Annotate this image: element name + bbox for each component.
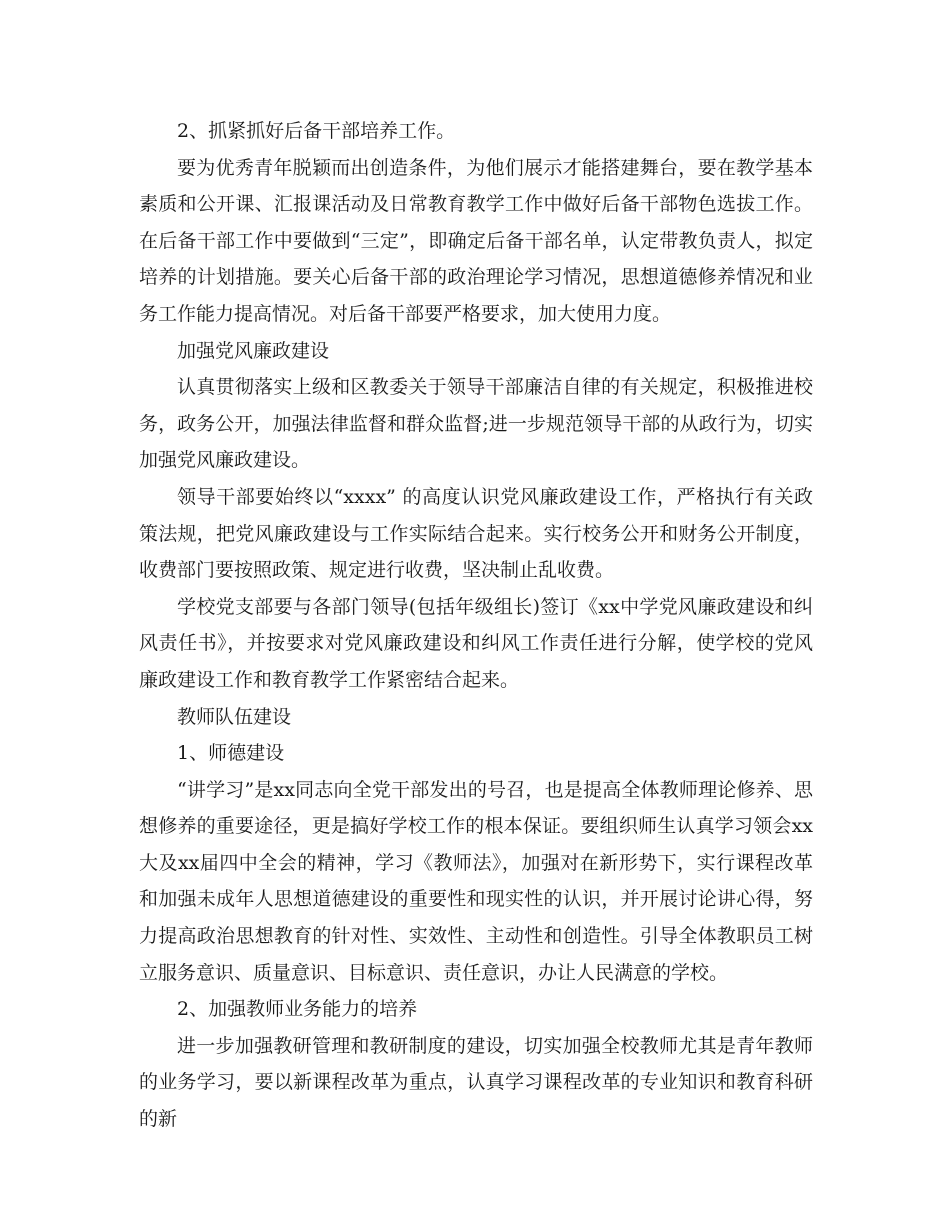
section-heading-party-conduct: 加强党风廉政建设 [177,339,330,362]
paragraph: 进一步加强教研管理和教研制度的建设，切实加强全校教师尤其是青年教师的业务学习，要以新课程改革为重点，认真学习课程改革的专业知识和教育科研的新 [139,1034,813,1131]
section-heading-teacher-team: 教师队伍建设 [177,705,292,728]
paragraph: 学校党支部要与各部门领导(包括年级组长)签订《xx中学党风廉政建设和纠风责任书》，并按要求对党风廉政建设和纠风工作责任进行分解，使学校的党风廉政建设工作和教育教学工作紧密结合起来。 [139,595,813,691]
document-body [139,113,813,1138]
paragraph: 认真贯彻落实上级和区教委关于领导干部廉洁自律的有关规定，积极推进校务，政务公开，加强法律监督和群众监督;进一步规范领导干部的从政行为，切实加强党风廉政建设。 [139,376,813,472]
section-heading-teacher-ethics: 1、师德建设 [177,742,285,765]
section-heading-reserve-cadre-training: 2、抓紧抓好后备干部培养工作。 [177,120,456,142]
paragraph: 要为优秀青年脱颖而出创造条件，为他们展示才能搭建舞台，要在教学基本素质和公开课、汇报课活动及日常教育教学工作中做好后备干部物色选拔工作。在后备干部工作中要做到“三定”，即确定后备干部名单，认定带教负责人，拟定培养的计划措施。要关心后备干部的政治理论学习情况，思想道德修养情况和业务工作能力提高情况。对后备干部要严格要求，加大使用力度。 [139,156,813,325]
section-heading-teacher-ability: 2、加强教师业务能力的培养 [177,998,418,1021]
paragraph: “讲学习”是xx同志向全党干部发出的号召，也是提高全体教师理论修养、思想修养的重要途径，更是搞好学校工作的根本保证。要组织师生认真学习领会xx大及xx届四中全会的精神，学习《教师法》，加强对在新形势下，实行课程改革和加强未成年人思想道德建设的重要性和现实性的认识，并开展讨论讲心得，努力提高政治思想教育的针对性、实效性、主动性和创造性。引导全体教职员工树立服务意识、质量意识、目标意识、责任意识，办让人民满意的学校。 [139,778,813,984]
paragraph: 领导干部要始终以“xxxx” 的高度认识党风廉政建设工作，严格执行有关政策法规，把党风廉政建设与工作实际结合起来。实行校务公开和财务公开制度，收费部门要按照政策、规定进行收费，坚决制止乱收费。 [139,485,813,582]
